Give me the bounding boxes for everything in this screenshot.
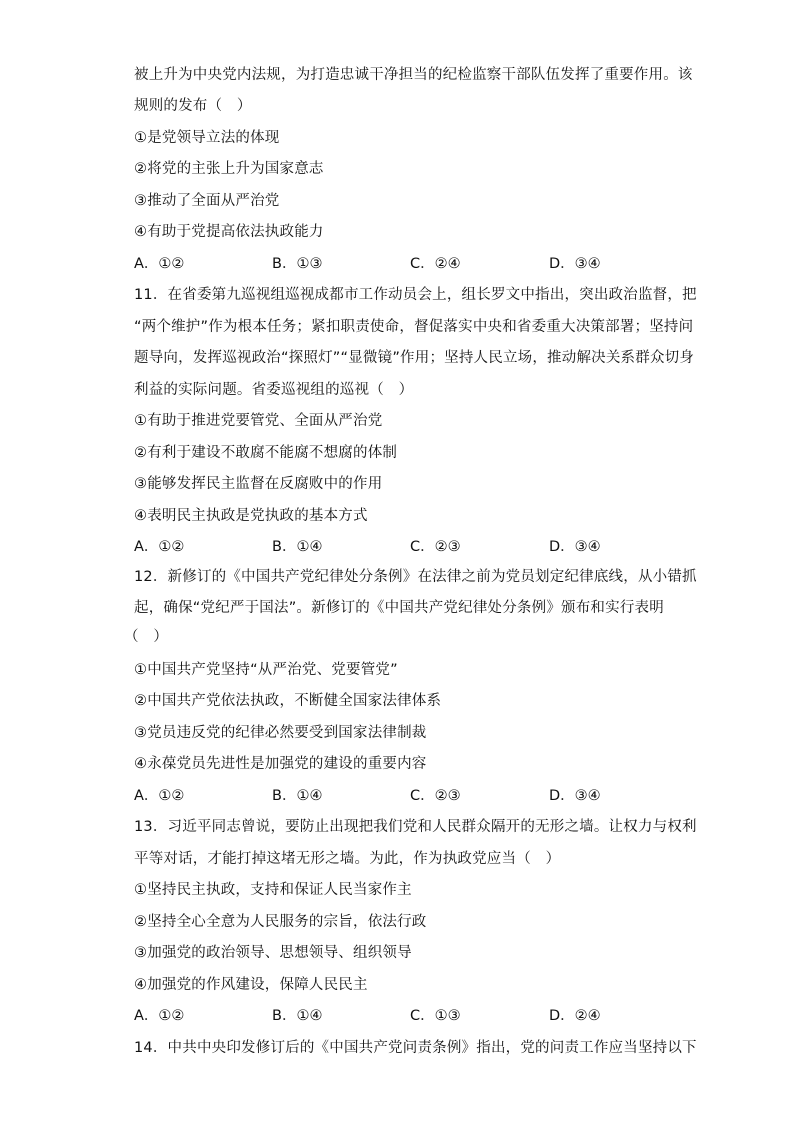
answer-options — [134, 1006, 662, 1026]
statement-item: ①坚持民主执政，支持和保证人民当家作主 — [134, 882, 412, 898]
option-d: D．③④ — [549, 788, 601, 804]
answer-options — [134, 537, 662, 557]
option-a: A．①② — [134, 256, 185, 272]
statement-item: ④表明民主执政是党执政的基本方式 — [134, 508, 368, 524]
option-b: B．①③ — [272, 256, 323, 272]
option-c: C．②④ — [410, 256, 461, 272]
question-text-line: 被上升为中央党内法规，为打造忠诚干净担当的纪检监察干部队伍发挥了重要作用。该 — [134, 67, 693, 83]
statement-item: ④加强党的作风建设，保障人民民主 — [134, 977, 368, 993]
question-text-line: 题导向，发挥巡视政治“探照灯”“显微镜”作用；坚持人民立场，推动解决关系群众切身 — [134, 350, 695, 366]
statement-item: ③加强党的政治领导、思想领导、组织领导 — [134, 945, 412, 961]
question-14-text: 14．中共中央印发修订后的《中国共产党问责条例》指出，党的问责工作应当坚持以下 — [134, 1040, 697, 1056]
answer-options — [134, 786, 662, 806]
option-a: A．①② — [134, 539, 185, 555]
question-text-line: 起，确保“党纪严于国法”。新修订的《中国共产党纪律处分条例》颁布和实行表明 — [134, 600, 664, 616]
option-b: B．①④ — [272, 788, 323, 804]
option-a: A．①② — [134, 1008, 185, 1024]
statement-item: ①中国共产党坚持“从严治党、党要管党” — [134, 662, 398, 678]
statement-item: ②有利于建设不敢腐不能腐不想腐的体制 — [134, 445, 398, 461]
statement-item: ③推动了全面从严治党 — [134, 193, 280, 209]
question-text-line: （ ） — [124, 629, 169, 645]
question-12-text: 12．新修订的《中国共产党纪律处分条例》在法律之前为党员划定纪律底线，从小错抓 — [134, 569, 697, 585]
statement-item: ④有助于党提高依法执政能力 — [134, 224, 324, 240]
option-d: D．③④ — [549, 539, 601, 555]
option-b: B．①④ — [272, 539, 323, 555]
question-11-text: 11．在省委第九巡视组巡视成都市工作动员会上，组长罗文中指出，突出政治监督，把 — [134, 287, 697, 303]
answer-options — [134, 254, 662, 274]
statement-item: ②坚持全心全意为人民服务的宗旨，依法行政 — [134, 914, 427, 930]
option-a: A．①② — [134, 788, 185, 804]
statement-item: ③能够发挥民主监督在反腐败中的作用 — [134, 476, 383, 492]
statement-item: ④永葆党员先进性是加强党的建设的重要内容 — [134, 756, 427, 772]
option-d: D．②④ — [549, 1008, 601, 1024]
question-text-line: 平等对话，才能打掉这堵无形之墙。为此，作为执政党应当（ ） — [134, 851, 561, 867]
option-c: C．②③ — [410, 788, 461, 804]
statement-item: ③党员违反党的纪律必然要受到国家法律制裁 — [134, 725, 427, 741]
statement-item: ①有助于推进党要管党、全面从严治党 — [134, 413, 383, 429]
option-c: C．②③ — [410, 539, 461, 555]
option-c: C．①③ — [410, 1008, 461, 1024]
question-text-line: 利益的实际问题。省委巡视组的巡视（ ） — [134, 382, 414, 398]
statement-item: ②将党的主张上升为国家意志 — [134, 161, 324, 177]
question-text-line: “两个维护”作为根本任务；紧扣职责使命，督促落实中央和省委重大决策部署；坚持问 — [134, 319, 694, 335]
option-b: B．①④ — [272, 1008, 323, 1024]
statement-item: ②中国共产党依法执政，不断健全国家法律体系 — [134, 693, 442, 709]
option-d: D．③④ — [549, 256, 601, 272]
question-13-text: 13．习近平同志曾说，要防止出现把我们党和人民群众隔开的无形之墙。让权力与权利 — [134, 819, 697, 835]
statement-item: ①是党领导立法的体现 — [134, 130, 280, 146]
question-text-line: 规则的发布（ ） — [134, 98, 252, 114]
